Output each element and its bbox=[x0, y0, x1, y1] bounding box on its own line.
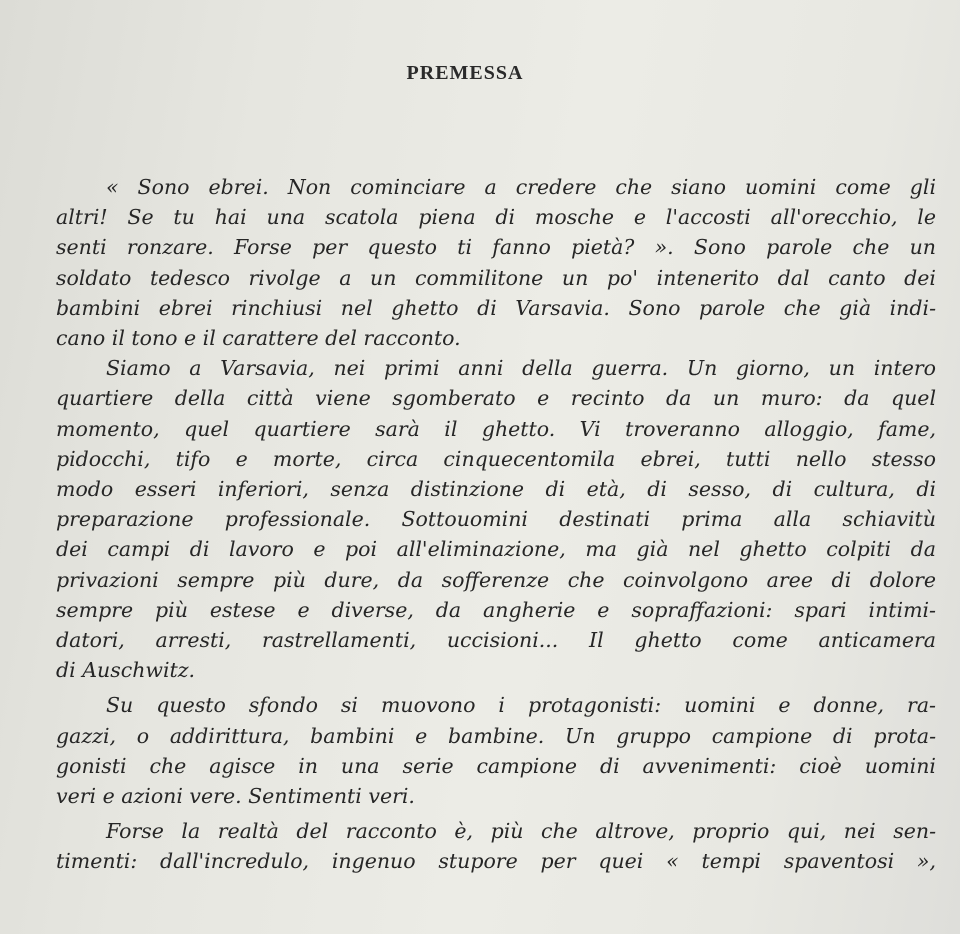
text-line: Su questo sfondo si muovono i protagonisti: uomini e donne, ra- bbox=[106, 693, 936, 718]
text-line: cano il tono e il carattere del racconto. bbox=[56, 326, 461, 351]
paragraph-2 bbox=[56, 353, 936, 685]
paragraph-4 bbox=[56, 816, 936, 876]
text-line: veri e azioni vere. Sentimenti veri. bbox=[56, 784, 415, 809]
text-line: sempre più estese e diverse, da angherie e sopraffazioni: spari intimi- bbox=[56, 597, 936, 622]
text-line: datori, arresti, rastrellamenti, uccisioni... Il ghetto come anticamera bbox=[56, 628, 936, 653]
text-line: altri! Se tu hai una scatola piena di mosche e l'accosti all'orecchio, le bbox=[56, 205, 936, 230]
text-line: dei campi di lavoro e poi all'eliminazione, ma già nel ghetto colpiti da bbox=[56, 537, 936, 562]
text-line: soldato tedesco rivolge a un commilitone un po' intenerito dal canto dei bbox=[56, 265, 936, 290]
text-line: quartiere della città viene sgomberato e recinto da un muro: da quel bbox=[56, 386, 936, 411]
text-line: bambini ebrei rinchiusi nel ghetto di Varsavia. Sono parole che già indi- bbox=[56, 295, 936, 320]
text-line: « Sono ebrei. Non cominciare a credere che siano uomini come gli bbox=[106, 175, 936, 199]
paragraph-1 bbox=[56, 172, 936, 353]
text-line: di Auschwitz. bbox=[56, 658, 196, 683]
text-line: privazioni sempre più dure, da sofferenze che coinvolgono aree di dolore bbox=[56, 567, 936, 592]
text-line: timenti: dall'incredulo, ingenuo stupore per quei « tempi spaventosi », bbox=[56, 849, 936, 874]
text-line: senti ronzare. Forse per questo ti fanno pietà? ». Sono parole che un bbox=[56, 235, 936, 260]
text-line: preparazione professionale. Sottouomini destinati prima alla schiavitù bbox=[56, 507, 936, 532]
text-line: gazzi, o addirittura, bambini e bambine. Un gruppo campione di prota- bbox=[56, 723, 936, 748]
text-line: pidocchi, tifo e morte, circa cinquecentomila ebrei, tutti nello stesso bbox=[56, 446, 936, 471]
text-line: gonisti che agisce in una serie campione di avvenimenti: cioè uomini bbox=[56, 753, 936, 778]
page-title: PREMESSA bbox=[406, 62, 524, 84]
text-line: Siamo a Varsavia, nei primi anni della guerra. Un giorno, un intero bbox=[106, 356, 936, 381]
body-text bbox=[56, 172, 936, 877]
text-line: momento, quel quartiere sarà il ghetto. Vi troveranno alloggio, fame, bbox=[56, 416, 936, 441]
paragraph-3 bbox=[56, 690, 936, 811]
text-line: modo esseri inferiori, senza distinzione di età, di sesso, di cultura, di bbox=[56, 477, 936, 502]
text-line: Forse la realtà del racconto è, più che altrove, proprio qui, nei sen- bbox=[106, 819, 936, 844]
